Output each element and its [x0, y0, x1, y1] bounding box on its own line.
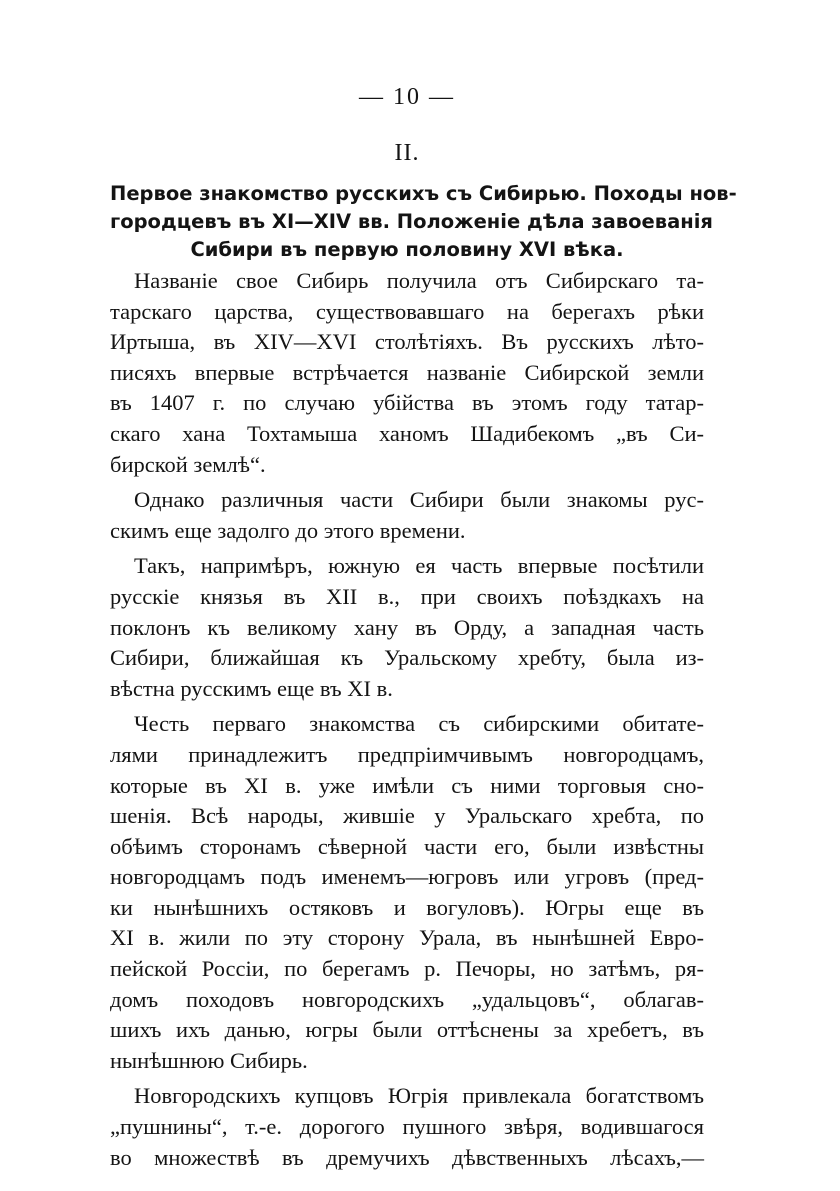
- text-line: „пушнины“, т.-е. дорогого пушного звѣря, водившагося: [110, 1114, 704, 1140]
- book-page: [110, 0, 737, 1191]
- paragraph: [110, 1081, 704, 1173]
- text-line: скимъ еще задолго до этого времени.: [110, 517, 466, 543]
- text-line: писяхъ впервые встрѣчается названіе Сибирской земли: [110, 359, 704, 385]
- chapter-heading: [110, 180, 737, 264]
- text-line: шенія. Всѣ народы, жившіе у Уральскаго хребта, по: [110, 803, 704, 829]
- text-line: бирской землѣ“.: [110, 451, 266, 477]
- text-line: скаго хана Тохтамыша ханомъ Шадибекомъ „въ Си-: [110, 420, 704, 446]
- text-line: Такъ, напримѣръ, южную ея часть впервые посѣтили: [134, 553, 704, 579]
- text-line: Однако различныя части Сибири были знакомы рус-: [134, 487, 704, 513]
- text-line: Названіе свое Сибирь получила отъ Сибирскаго та-: [134, 268, 704, 293]
- text-line: новгородцамъ подъ именемъ—югровъ или угровъ (пред-: [110, 864, 704, 890]
- text-line: обѣимъ сторонамъ сѣверной части его, были извѣстны: [110, 833, 704, 859]
- heading-line: Первое знакомство русскихъ съ Сибирью. Походы нов-: [110, 182, 737, 205]
- text-line: поклонъ къ великому хану въ Орду, а западная часть: [110, 614, 704, 640]
- text-line: ки нынѣшнихъ остяковъ и вогуловъ). Югры еще въ: [110, 894, 704, 920]
- text-line: русскіе князья въ XII в., при своихъ поѣздкахъ на: [110, 583, 704, 609]
- paragraph: [110, 709, 704, 1076]
- paragraph: [110, 551, 704, 704]
- text-line: пейской Россіи, по берегамъ р. Печоры, но затѣмъ, ря-: [110, 956, 704, 982]
- paragraph: [110, 266, 704, 480]
- text-line: лями принадлежитъ предпріимчивымъ новгородцамъ,: [110, 741, 704, 767]
- text-line: которые въ XI в. уже имѣли съ ними торговыя сно-: [110, 772, 704, 798]
- text-line: тарскаго царства, существовавшаго на берегахъ рѣки: [110, 298, 704, 324]
- body-text: [110, 266, 704, 1178]
- section-number: II.: [394, 140, 420, 166]
- heading-line: Сибири въ первую половину XVI вѣка.: [190, 238, 624, 261]
- text-line: нынѣшнюю Сибирь.: [110, 1047, 308, 1073]
- paragraph: [110, 485, 704, 546]
- text-line: Иртыша, въ XIV—XVI столѣтіяхъ. Въ русскихъ лѣто-: [110, 329, 704, 355]
- text-line: Новгородскихъ купцовъ Югрія привлекала богатствомъ: [134, 1083, 704, 1109]
- text-line: Честь перваго знакомства съ сибирскими обитате-: [134, 711, 704, 737]
- text-line: въ 1407 г. по случаю убійства въ этомъ году татар-: [110, 390, 704, 416]
- text-line: вѣстна русскимъ еще въ XI в.: [110, 675, 393, 701]
- heading-line: городцевъ въ XI—XIV вв. Положеніе дѣла завоеванія: [110, 210, 713, 233]
- text-line: домъ походовъ новгородскихъ „удальцовъ“, облагав-: [110, 986, 704, 1012]
- page-number: — 10 —: [359, 84, 455, 110]
- text-line: во множествѣ въ дремучихъ дѣвственныхъ лѣсахъ,—: [110, 1144, 704, 1170]
- text-line: Сибири, ближайшая къ Уральскому хребту, была из-: [110, 645, 704, 671]
- text-line: XI в. жили по эту сторону Урала, въ нынѣшней Евро-: [110, 925, 704, 951]
- text-line: шихъ ихъ данью, югры были оттѣснены за хребетъ, въ: [110, 1017, 704, 1043]
